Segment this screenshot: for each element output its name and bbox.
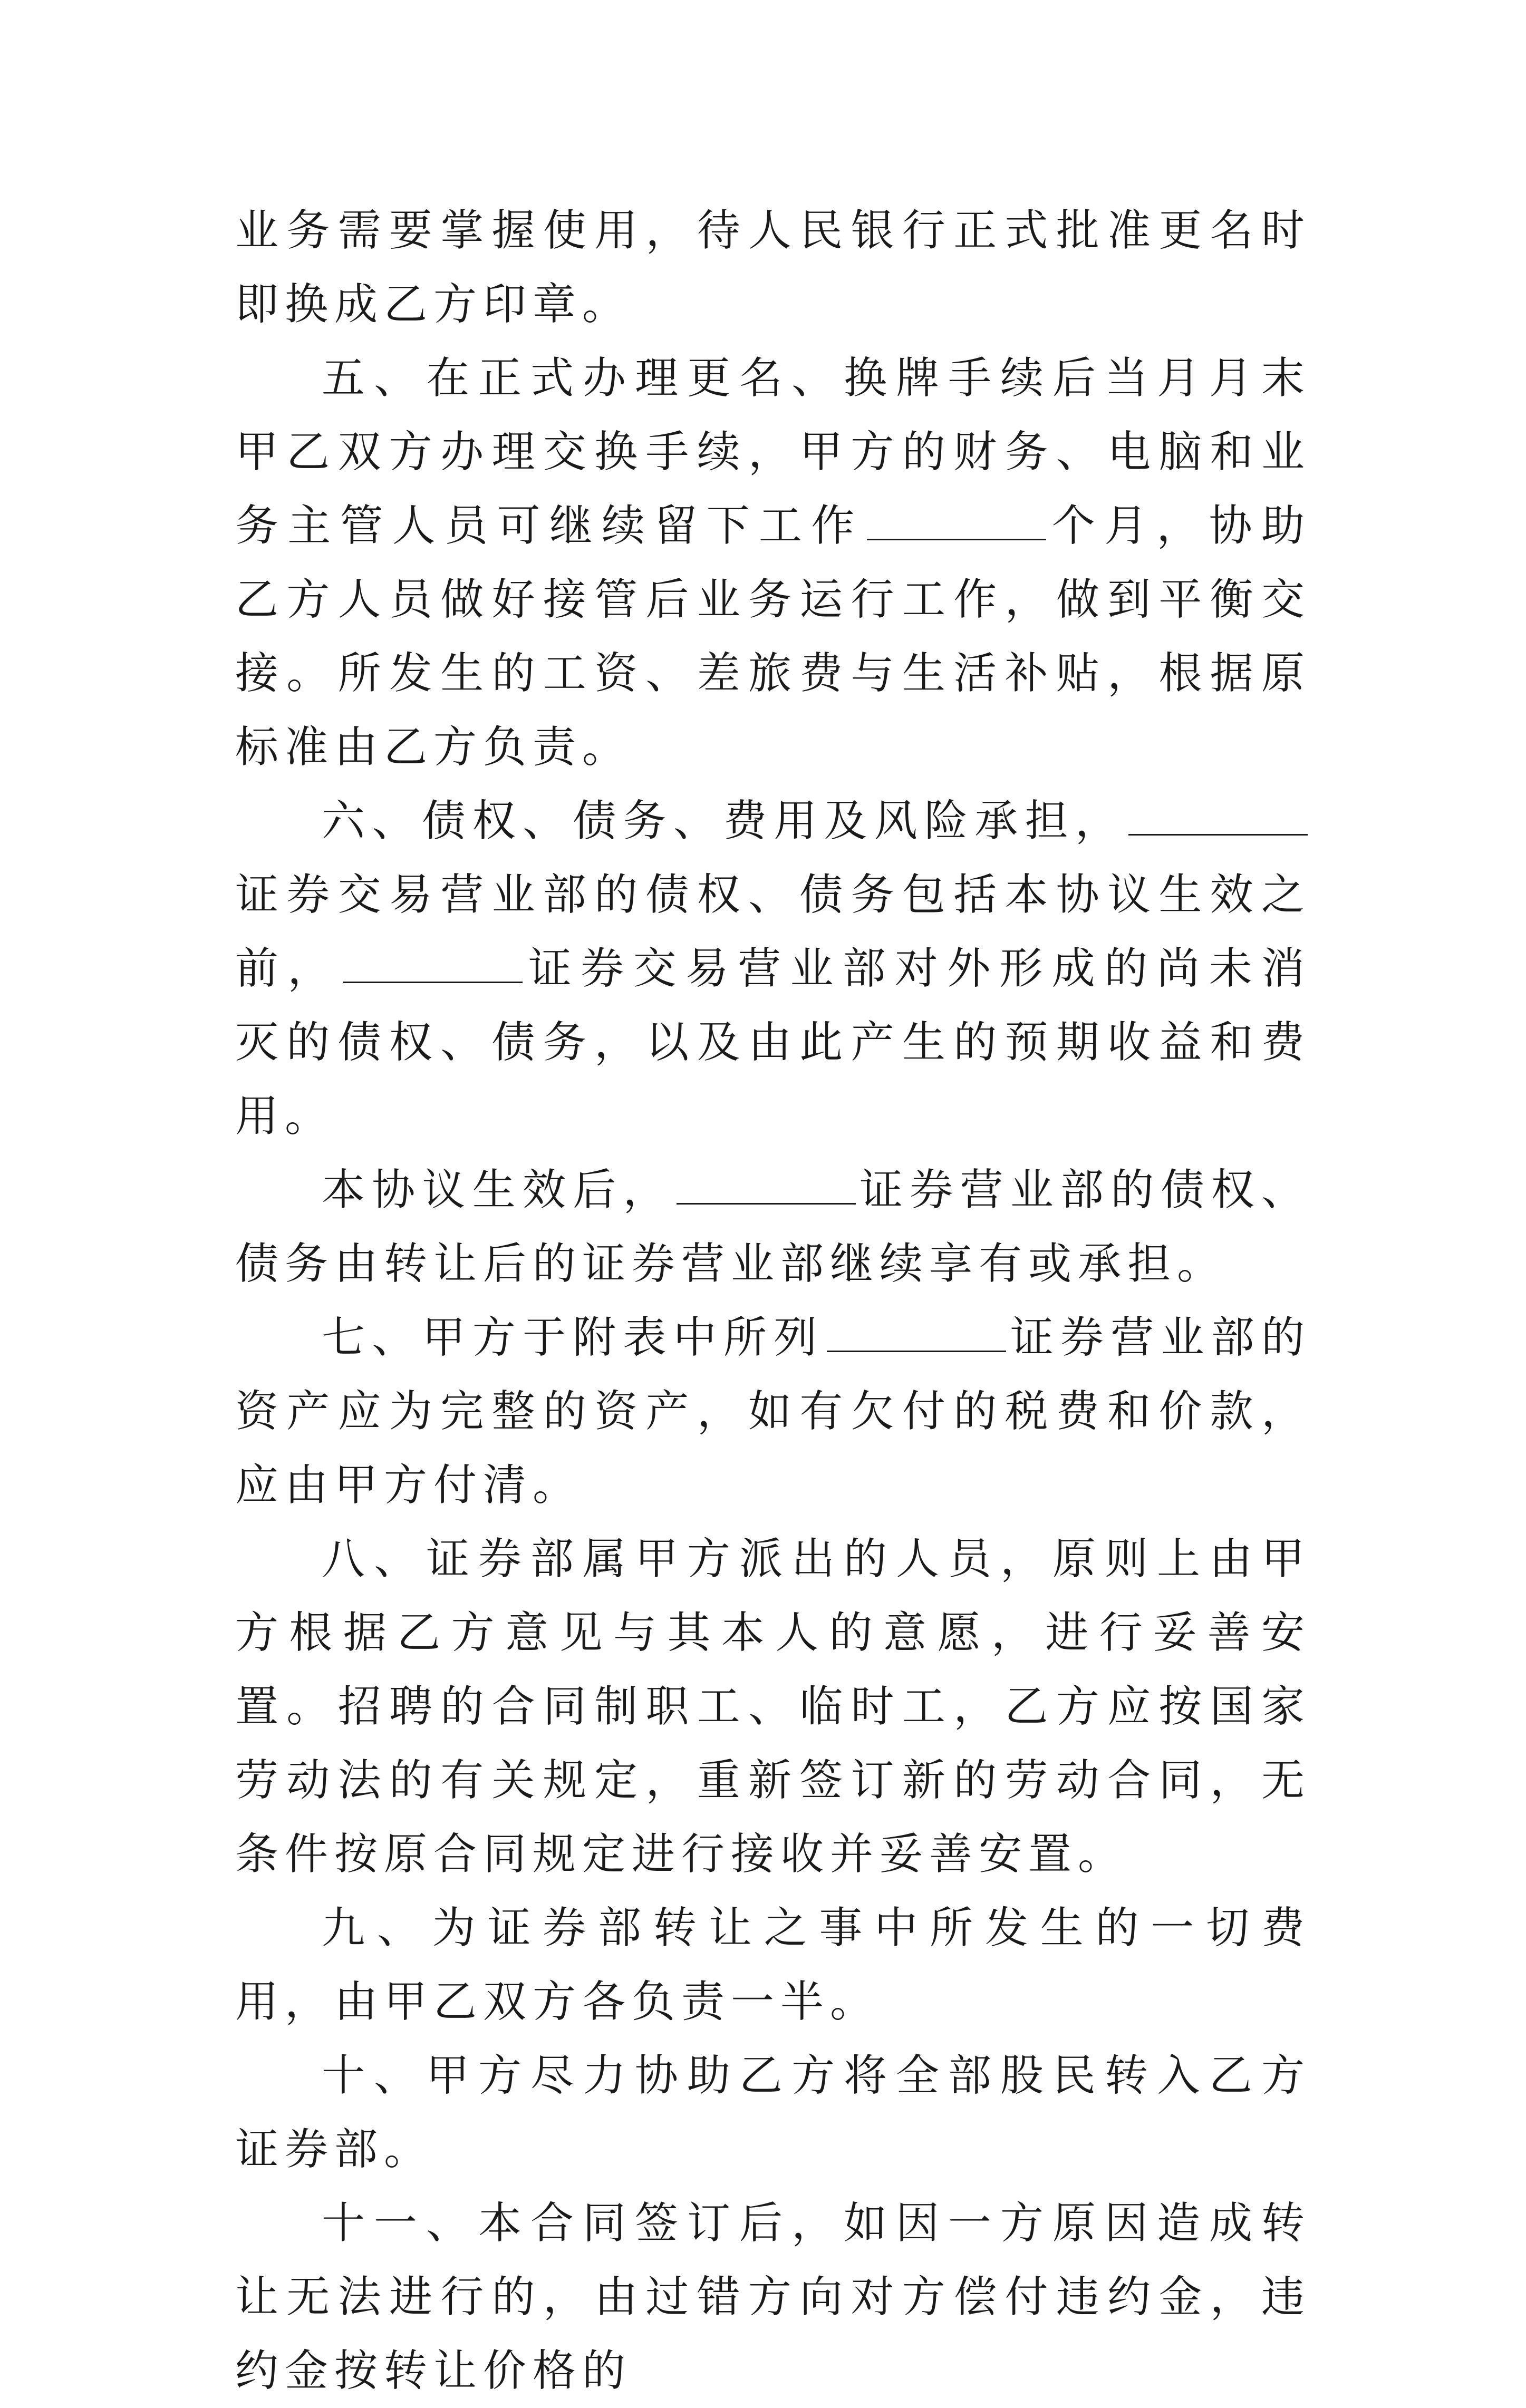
paragraph-text: 业务需要掌握使用，待人民银行正式批准更名时即换成乙方印章。 [235,206,1311,329]
paragraph-text: 本协议生效后， [322,1165,673,1215]
paragraph-text: 六、债权、债务、费用及风险承担， [322,796,1125,846]
paragraph-clause-8 [235,1522,1311,1891]
paragraph-text: 十一、本合同签订后，如因一方原因造成转让无法进行的，由过错方向对方偿付违约金，违约金按转让价格的 [235,2198,1311,2396]
paragraph-clause-10 [235,2039,1311,2187]
fill-in-blank [827,1307,1006,1352]
paragraph-text: 证券交易营业部对外形成的尚未消灭的债权、债务，以及由此产生的预期收益和费用。 [235,944,1311,1141]
fill-in-blank [677,1160,856,1205]
paragraph-text: 证券营业部的债权、债务由转让后的证券营业部继续享有或承担。 [235,1165,1311,1289]
paragraph-clause-7 [235,1301,1311,1522]
paragraph-clause-6 [235,784,1311,1153]
paragraph-seal-usage [235,194,1311,342]
paragraph-text: 十、甲方尽力协助乙方将全部股民转入乙方证券部。 [235,2051,1311,2174]
paragraph-text: 个月，协助乙方人员做好接管后业务运行工作，做到平衡交接。所发生的工资、差旅费与生活补贴，根据原标准由乙方负责。 [235,501,1311,772]
paragraph-clause-6-effect [235,1153,1311,1301]
paragraph-clause-11 [235,2187,1311,2408]
paragraph-clause-5 [235,342,1311,784]
paragraph-text: 八、证券部属甲方派出的人员，原则上由甲方根据乙方意见与其本人的意愿，进行妥善安置。招聘的合同制职工、临时工，乙方应按国家劳动法的有关规定，重新签订新的劳动合同，无条件按原合同规定进行接收并妥善安置。 [235,1534,1311,1879]
document-body [235,194,1311,2408]
paragraph-clause-9 [235,1891,1311,2039]
paragraph-text: 九、为证券部转让之事中所发生的一切费用，由甲乙双方各负责一半。 [235,1903,1311,2027]
fill-in-blank [867,496,1046,540]
paragraph-text: 证券营业部的资产应为完整的资产，如有欠付的税费和价款，应由甲方付清。 [235,1313,1311,1510]
fill-in-blank [343,938,523,983]
paragraph-text: 五、在正式办理更名、换牌手续后当月月末甲乙双方办理交换手续，甲方的财务、电脑和业务主管人员可继续留下工作 [235,353,1311,551]
paragraph-text: 七、甲方于附表中所列 [322,1313,824,1363]
paragraph-text: 证券交易营业部的债权、债务包括本协议生效之前， [235,870,1311,994]
fill-in-blank [1128,791,1308,836]
